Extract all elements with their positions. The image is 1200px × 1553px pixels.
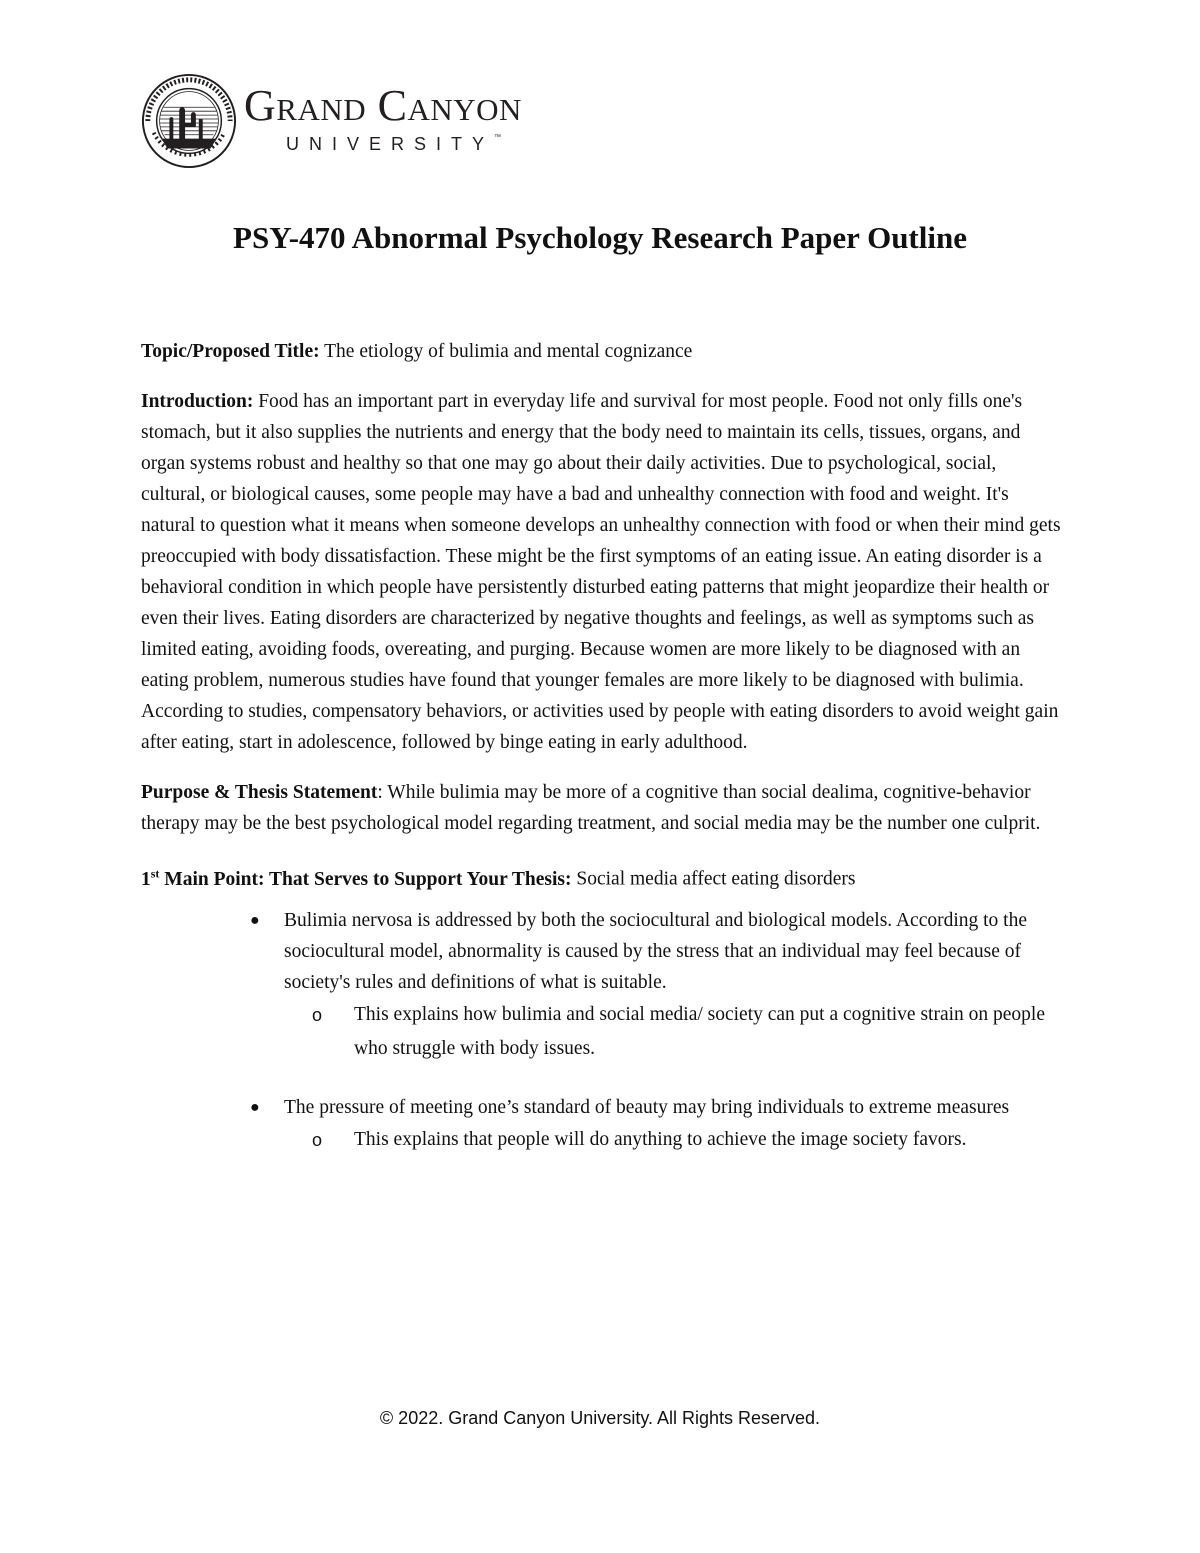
main-point-bullets — [141, 905, 1061, 1157]
thesis-text: : While bulimia may be more of a cognitive than social dealima, cognitive-behavior therapy may be the best psychological model regarding treatment, and social media may be the number one culprit. — [141, 782, 1041, 834]
document-body — [141, 336, 1061, 1157]
logo-subtitle: UNIVERSITY™ — [286, 134, 502, 154]
university-logo — [140, 72, 600, 172]
topic-text: The etiology of bulimia and mental cognizance — [319, 341, 693, 362]
thesis-label: Purpose & Thesis Statement — [141, 782, 378, 803]
topic-label: Topic/Proposed Title: — [141, 341, 320, 362]
bullet-icon: ● — [250, 1098, 260, 1116]
introduction-paragraph — [141, 386, 1061, 758]
topic-paragraph — [141, 336, 1061, 367]
introduction-label: Introduction: — [141, 391, 254, 412]
copyright-footer: © 2022. Grand Canyon University. All Rights Reserved. — [379, 1408, 821, 1428]
main-point-label: 1st Main Point: That Serves to Support Your Thesis: — [141, 866, 572, 890]
logo-wordmark: Grand Canyon — [244, 81, 522, 130]
trademark-mark: ™ — [494, 134, 502, 141]
bullet-icon: ● — [250, 911, 260, 929]
sub-bullet-icon: o — [312, 1129, 323, 1150]
list-item: ● The pressure of meeting one’s standard of beauty may bring individuals to extreme measures o This explains that people will do anything to achieve the image society favors. — [284, 1092, 1061, 1157]
introduction-text: Food has an important part in everyday life and survival for most people. Food not only fills one's stomach, but it also supplies the nutrients and energy that the body need to maintain its cells, tissues, organs, and organ systems robust and healthy so that one may go about their daily activities. Due to psychological, social, cultural, or biological causes, some people may have a bad and unhealthy connection with food and weight. It's natural to question what it means when someone develops an unhealthy connection with food or when their mind gets preoccupied with body dissatisfaction. These might be the first symptoms of an eating issue. An eating disorder is a behavioral condition in which people have persistently disturbed eating patterns that might jeopardize their health or even their lives. Eating disorders are characterized by negative thoughts and feelings, as well as symptoms such as limited eating, avoiding foods, overeating, and purging. Because women are more likely to be diagnosed with an eating problem, numerous studies have found that younger females are more likely to be diagnosed with bulimia. According to studies, compensatory behaviors, or activities used by people with eating disorders to avoid weight gain after eating, start in adolescence, followed by binge eating in early adulthood. — [141, 391, 1061, 753]
sub-list-item: o This explains how bulimia and social media/ society can put a cognitive strain on people who struggle with body issues. — [354, 998, 1061, 1066]
gcu-seal-icon — [140, 72, 238, 170]
sub-list-item: o This explains that people will do anything to achieve the image society favors. — [354, 1123, 1061, 1157]
list-item: ● Bulimia nervosa is addressed by both the sociocultural and biological models. According to the sociocultural model, abnormality is caused by the stress that an individual may feel because of society's rules and definitions of what is suitable. o This explains how bulimia and social media/ society can put a cognitive strain on people who struggle with body issues. — [284, 905, 1061, 1066]
sub-bullet-icon: o — [312, 1004, 323, 1025]
main-point-text: Social media affect eating disorders — [571, 868, 856, 890]
page-title: PSY-470 Abnormal Psychology Research Paper Outline — [233, 220, 967, 255]
main-point-paragraph — [141, 858, 1061, 895]
thesis-paragraph — [141, 777, 1061, 839]
